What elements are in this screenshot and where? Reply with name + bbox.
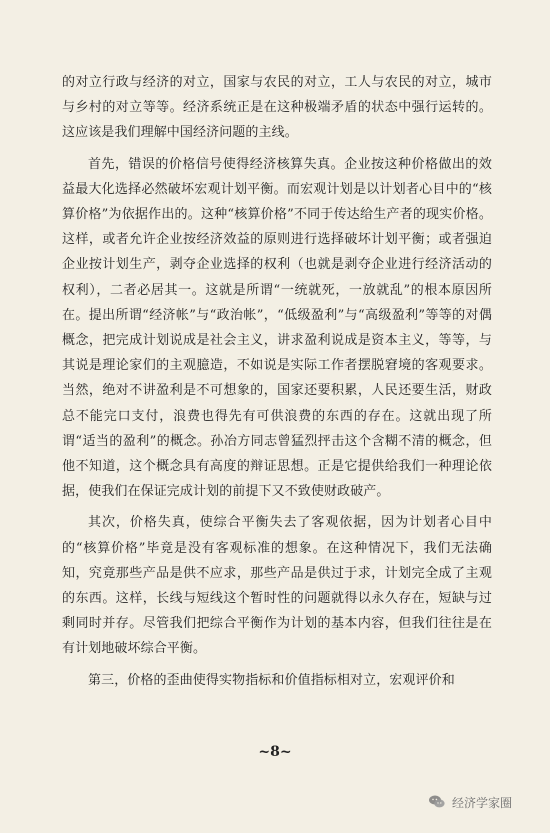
wechat-icon — [428, 793, 446, 811]
document-body — [62, 70, 492, 699]
body-paragraph-3: 其次，价格失真，使综合平衡失去了客观依据，因为计划者心目中的“核算价格”毕竟是没有客观标准的想象。在这种情况下，我们无法确知，究竟那些产品是供不应求，那些产品是供过于求，计划完全成了主观的东西。这样，长线与短线这个暂时性的问题就得以永久存在，短缺与过剩同时并存。尽管我们把综合平衡作为计划的基本内容，但我们往往是在有计划地破坏综合平衡。 — [62, 515, 492, 657]
body-paragraph-1: 的对立行政与经济的对立，国家与农民的对立，工人与农民的对立，城市与乡村的对立等等。经济系统正是在这种极端矛盾的状态中强行运转的。这应该是我们理解中国经济问题的主线。 — [62, 75, 492, 141]
body-paragraph-2: 首先，错误的价格信号使得经济核算失真。企业按这种价格做出的效益最大化选择必然破坏宏观计划平衡。而宏观计划是以计划者心目中的“核算价格”为依据作出的。这种“核算价格”不同于传达给生产者的现实价格。这样，或者允许企业按经济效益的原则进行选择破坏计划平衡；或者强迫企业按计划生产，剥夺企业选择的权利（也就是剥夺企业进行经济活动的权利），二者必居其一。这就是所谓“一统就死，一放就乱”的根本原因所在。提出所谓“经济帐”与“政治帐”，“低级盈利”与“高级盈利”等等的对偶概念，把完成计划说成是社会主义，讲求盈利说成是资本主义，等等，与其说是理论家们的主观臆造，不如说是实际工作者摆脱窘境的客观要求。当然，绝对不讲盈利是不可想象的，国家还要积累，人民还要生活，财政总不能完口支付，浪费也得先有可供浪费的东西的存在。这就出现了所谓“适当的盈利”的概念。孙冶方同志曾猛烈抨击这个含糊不清的概念，但他不知道，这个概念具有高度的辩证思想。正是它提供给我们一种理论依据，使我们在保证完成计划的前提下又不致使财政破产。 — [62, 156, 492, 500]
watermark-text: 经济学家圈 — [451, 795, 512, 810]
body-paragraph-4: 第三，价格的歪曲使得实物指标和价值指标相对立，宏观评价和 — [88, 672, 455, 688]
watermark — [428, 793, 512, 811]
page-number: ~8~ — [258, 744, 292, 760]
